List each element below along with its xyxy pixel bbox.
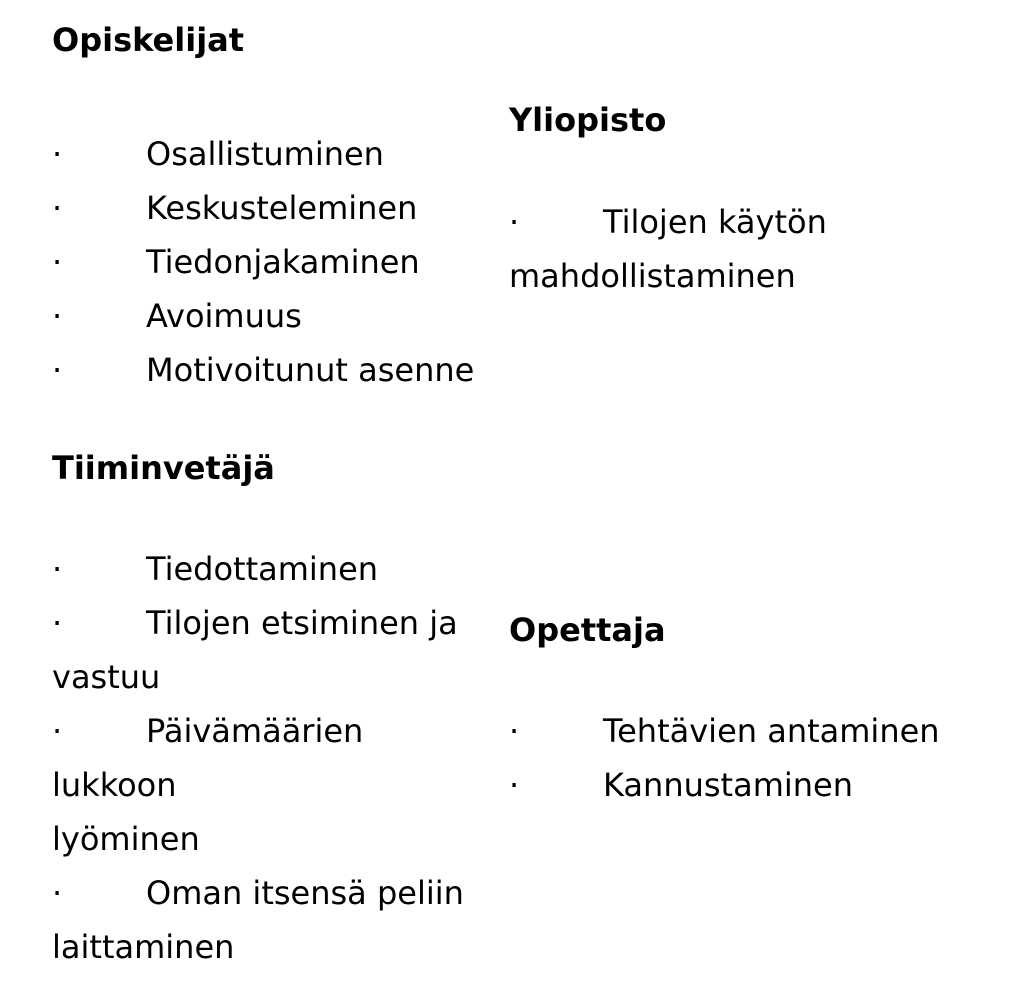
bullet: · bbox=[52, 550, 63, 588]
section-title: Tiiminvetäjä bbox=[52, 449, 275, 487]
section-title: Opiskelijat bbox=[52, 21, 245, 59]
list-item-text: Keskusteleminen bbox=[146, 189, 418, 227]
bullet: · bbox=[509, 712, 520, 750]
section-tiiminvetaja bbox=[52, 441, 502, 981]
list-item-text: Avoimuus bbox=[146, 297, 302, 335]
bullet: · bbox=[52, 189, 63, 227]
bullet: · bbox=[52, 874, 63, 912]
bullet: · bbox=[52, 712, 63, 750]
bullet: · bbox=[509, 766, 520, 804]
section-title: Yliopisto bbox=[509, 101, 667, 139]
section-opettaja bbox=[509, 603, 1009, 823]
bullet: · bbox=[52, 243, 63, 281]
bullet: · bbox=[52, 351, 63, 389]
list-item-text: Tilojen käytön bbox=[603, 203, 827, 241]
list-item-text: Tilojen etsiminen ja bbox=[146, 604, 458, 642]
section-title: Opettaja bbox=[509, 611, 666, 649]
bullet: · bbox=[52, 135, 63, 173]
section-yliopisto bbox=[509, 93, 1009, 313]
list-item-text: vastuu bbox=[52, 658, 161, 696]
list-item-text: laittaminen bbox=[52, 928, 235, 966]
list-item-text: Osallistuminen bbox=[146, 135, 384, 173]
bullet: · bbox=[509, 203, 520, 241]
list-item-text: Tiedonjakaminen bbox=[146, 243, 420, 281]
list-item-text: mahdollistaminen bbox=[509, 257, 796, 295]
list-item-text: Kannustaminen bbox=[603, 766, 854, 804]
section-opiskelijat bbox=[52, 13, 502, 393]
list-item-text: Oman itsensä peliin bbox=[146, 874, 464, 912]
list-item-text: Päivämäärien bbox=[146, 712, 364, 750]
bullet: · bbox=[52, 604, 63, 642]
list-item-text: Tehtävien antaminen bbox=[603, 712, 940, 750]
list-item-text: Tiedottaminen bbox=[146, 550, 379, 588]
list-item-text: lukkoon bbox=[52, 766, 177, 804]
bullet: · bbox=[52, 297, 63, 335]
list-item-text: Motivoitunut asenne bbox=[146, 351, 475, 389]
list-item-text: lyöminen bbox=[52, 820, 200, 858]
